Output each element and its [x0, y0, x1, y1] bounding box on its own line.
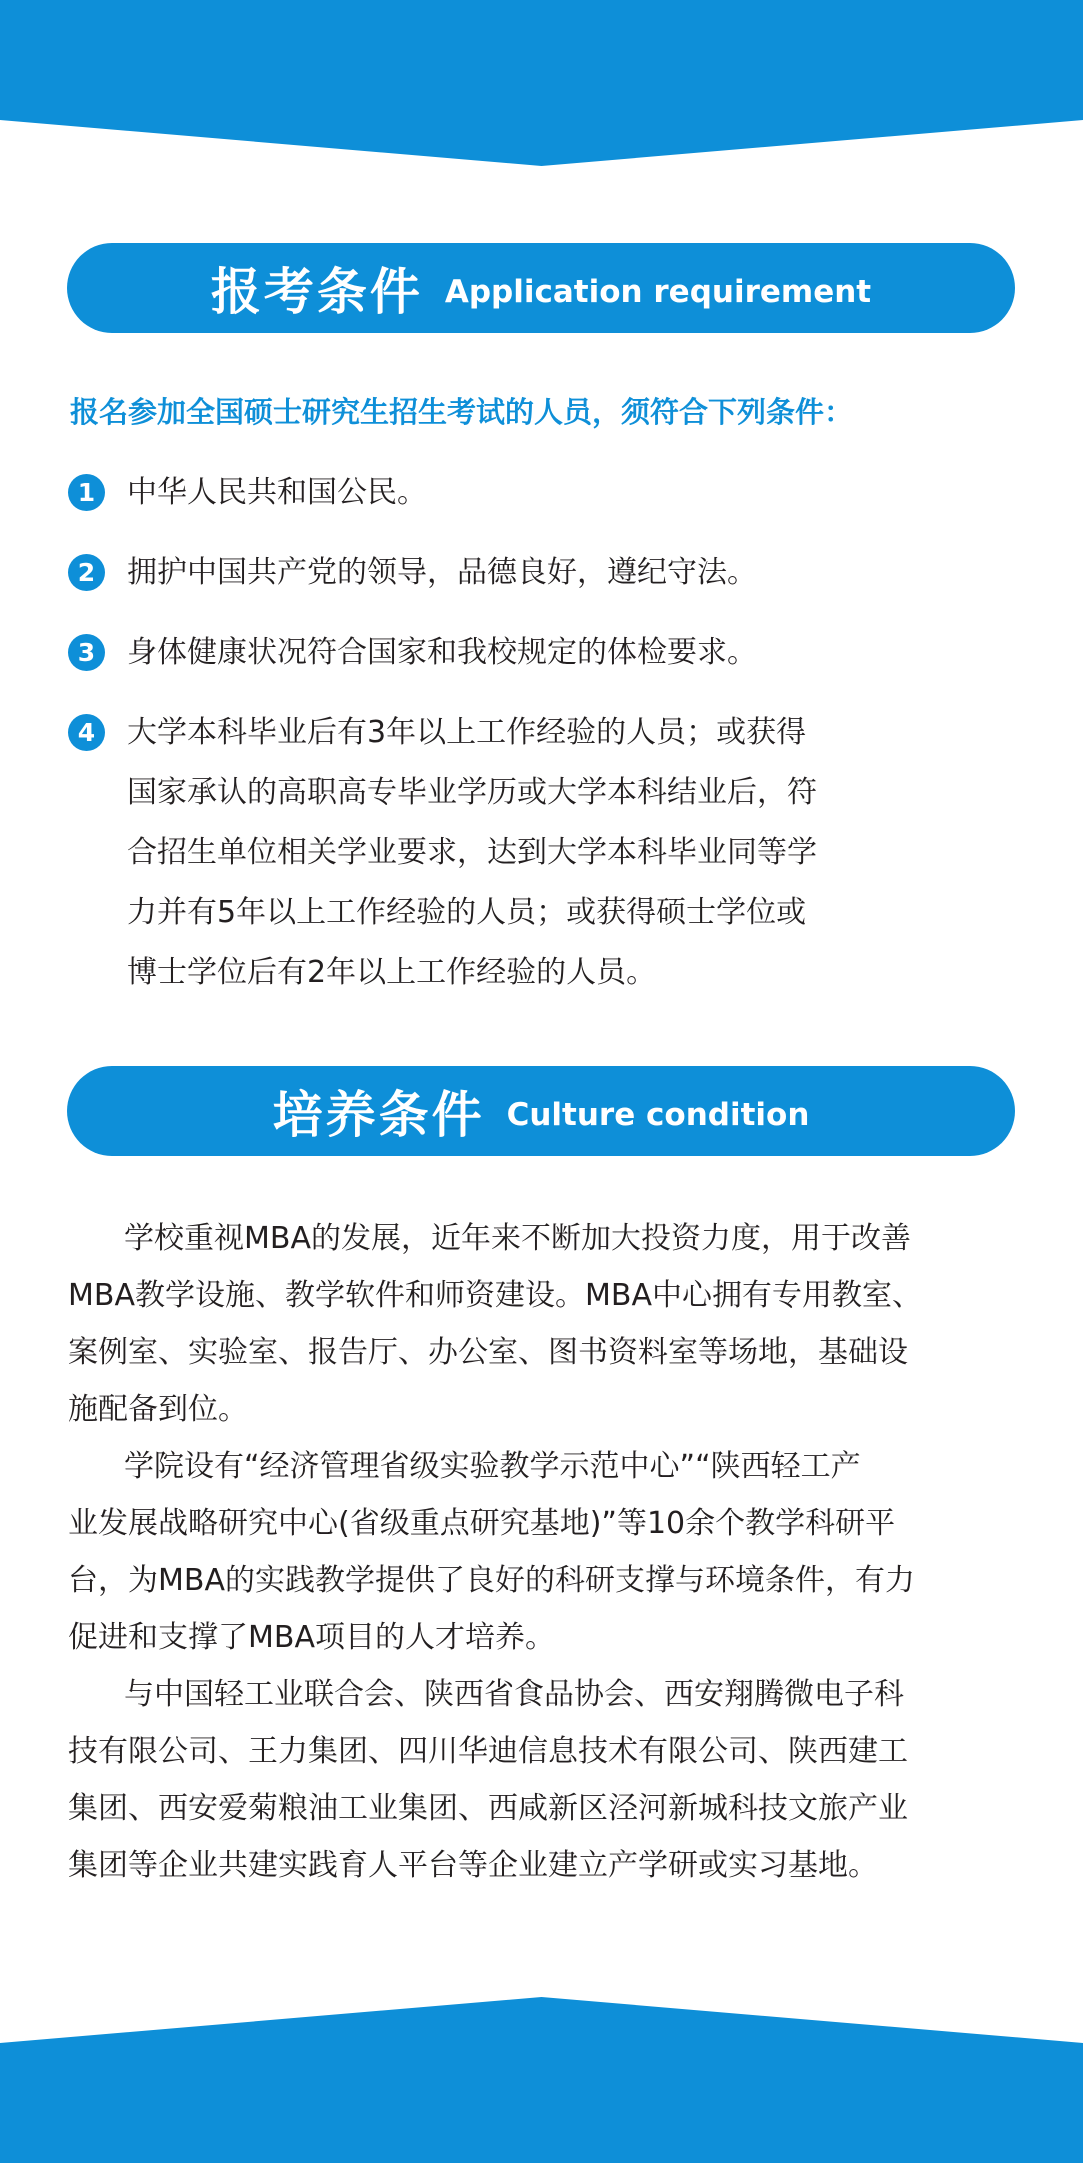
section-title-cn: 培养条件: [272, 1086, 485, 1144]
number-badge: 1: [68, 474, 105, 511]
section-title-cn: 报考条件: [210, 263, 423, 321]
culture-paragraph: [68, 1438, 1020, 1666]
number-badge: 4: [68, 714, 105, 751]
requirement-list: [68, 470, 948, 1037]
culture-body: [68, 1210, 1020, 1894]
requirement-text: [127, 630, 947, 676]
culture-paragraph: [68, 1210, 1020, 1438]
list-item: [68, 470, 948, 516]
section-title-en: Culture condition: [506, 1097, 810, 1133]
paragraph-line: 技有限公司、王力集团、四川华迪信息技术有限公司、陕西建工: [68, 1734, 908, 1769]
paragraph-line: 集团、西安爱菊粮油工业集团、西咸新区泾河新城科技文旅产业: [68, 1791, 908, 1826]
paragraph-line: 促进和支撑了MBA项目的人才培养。: [68, 1620, 555, 1655]
requirement-line: 博士学位后有2年以上工作经验的人员。: [127, 955, 657, 990]
requirement-line: 拥护中国共产党的领导，品德良好，遵纪守法。: [127, 555, 757, 590]
section-title-en: Application requirement: [444, 274, 872, 310]
application-intro: 报名参加全国硕士研究生招生考试的人员，须符合下列条件：: [70, 395, 854, 429]
paragraph-line: 台，为MBA的实践教学提供了良好的科研支撑与环境条件，有力: [68, 1563, 915, 1598]
paragraph-line: 业发展战略研究中心(省级重点研究基地)”等10余个教学科研平: [68, 1506, 896, 1541]
culture-condition-header: [67, 1066, 1015, 1156]
paragraph-line: 学校重视MBA的发展，近年来不断加大投资力度，用于改善: [124, 1221, 911, 1256]
list-item: [68, 630, 948, 676]
requirement-line: 身体健康状况符合国家和我校规定的体检要求。: [127, 635, 757, 670]
top-blue-band: [0, 0, 1083, 170]
paragraph-line: 与中国轻工业联合会、陕西省食品协会、西安翔腾微电子科: [124, 1677, 904, 1712]
requirement-text: [127, 550, 947, 596]
requirement-line: 国家承认的高职高专毕业学历或大学本科结业后，符: [127, 775, 817, 810]
list-item: [68, 710, 948, 1003]
requirement-text: [127, 703, 947, 1003]
culture-paragraph: [68, 1666, 1020, 1894]
number-badge: 2: [68, 554, 105, 591]
number-badge: 3: [68, 634, 105, 671]
paragraph-line: MBA教学设施、教学软件和师资建设。MBA中心拥有专用教室、: [68, 1278, 922, 1313]
application-requirement-header: [67, 243, 1015, 333]
requirement-line: 力并有5年以上工作经验的人员；或获得硕士学位或: [127, 895, 807, 930]
paragraph-line: 施配备到位。: [68, 1392, 248, 1427]
requirement-line: 中华人民共和国公民。: [127, 475, 427, 510]
paragraph-line: 集团等企业共建实践育人平台等企业建立产学研或实习基地。: [68, 1848, 878, 1883]
paragraph-line: 案例室、实验室、报告厅、办公室、图书资料室等场地，基础设: [68, 1335, 908, 1370]
paragraph-line: 学院设有“经济管理省级实验教学示范中心”“陕西轻工产: [124, 1449, 861, 1484]
list-item: [68, 550, 948, 596]
requirement-line: 合招生单位相关学业要求，达到大学本科毕业同等学: [127, 835, 817, 870]
requirement-line: 大学本科毕业后有3年以上工作经验的人员；或获得: [127, 715, 807, 750]
bottom-blue-band: [0, 1993, 1083, 2163]
requirement-text: [127, 470, 947, 516]
